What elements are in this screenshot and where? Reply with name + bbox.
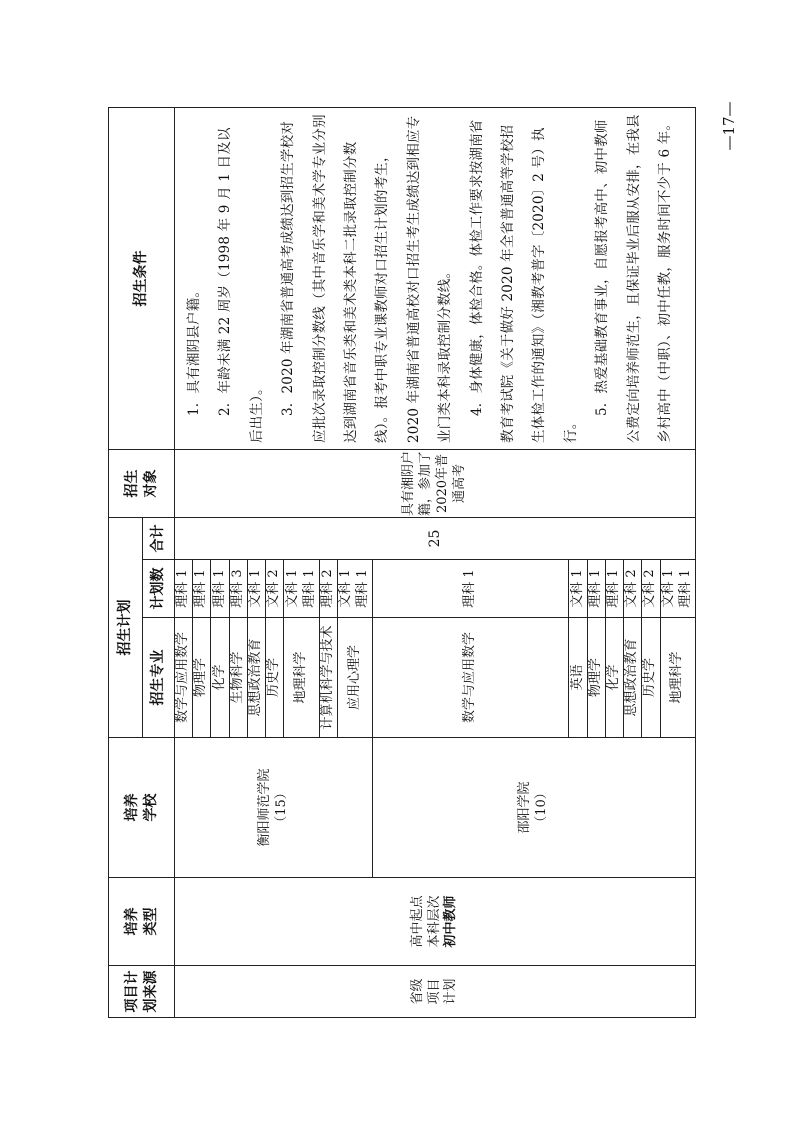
plan-cell: 理科 1 [211,560,229,618]
plan-cell: 文科 1 理科 1 [284,560,319,618]
major-cell: 应用心理学 [337,618,372,738]
header-target: 招生 对象 [109,450,175,518]
header-conditions: 招生条件 [109,108,175,450]
major-cell: 地理科学 [284,618,319,738]
condition-3: 3．2020 年湖南省普通高考成绩达到招生学校对应批次录取控制分数线（其中音乐学和美术学专业分别达到湖南省音乐类和美术类本科二批录取控制分数线）。报考中职专业课教师对口招生计划的考生，2020 年湖南省普通高校对口招生考生成绩达到相应专业门类本科录取控制分数线。 [280,114,454,443]
school-cell-hengyang: 衡阳师范学院 （15） [175,738,373,878]
total-cell: 25 [175,518,696,560]
plan-cell: 理科 1 [373,560,569,618]
major-cell: 化学 [605,618,623,738]
header-total: 合计 [143,518,175,560]
plan-cell: 文科 1 [569,560,587,618]
plan-cell: 理科 3 [229,560,247,618]
enrollment-plan-table [108,107,696,1018]
header-type: 培养 类型 [109,878,175,966]
header-source: 项目计 划来源 [109,966,175,1018]
major-cell: 思想政治教育 [624,618,642,738]
table-row [175,108,193,1018]
header-school: 培养 学校 [109,738,175,878]
major-cell: 思想政治教育 [247,618,265,738]
major-cell: 计算机科学与技术 [319,618,337,738]
header-plan-group: 招生计划 [109,518,143,738]
major-cell: 物理学 [587,618,605,738]
plan-cell: 文科 2 [266,560,284,618]
major-cell: 英语 [569,618,587,738]
major-cell: 历史学 [642,618,660,738]
condition-2: 2．年龄未满 22 周岁（1998 年 9 月 1 日及以后出生）。 [217,127,265,443]
plan-cell: 文科 2 [624,560,642,618]
plan-cell: 理科 1 [587,560,605,618]
school-cell-shaoyang: 邵阳学院 （10） [373,738,696,878]
major-cell: 物理学 [193,618,211,738]
plan-cell: 文科 1 [247,560,265,618]
major-cell: 数学与应用数学 [373,618,569,738]
type-cell: 高中起点 本科层次 初中教师 [175,878,696,966]
source-cell: 省级 项目 计划 [175,966,696,1018]
page-number: —17— [720,101,738,151]
major-cell: 数学与应用数学 [175,618,193,738]
plan-cell: 理科 1 [193,560,211,618]
major-cell: 化学 [211,618,229,738]
plan-cell: 理科 1 [175,560,193,618]
major-cell: 地理科学 [660,618,696,738]
condition-1: 1．具有湘阴县户籍。 [186,283,202,416]
plan-cell: 理科 1 [605,560,623,618]
plan-cell: 文科 1 理科 1 [660,560,696,618]
plan-cell: 文科 2 [642,560,660,618]
condition-5: 5．热爱基础教育事业，自愿报考高中、初中教师公费定向培养师范生，且保证毕业后服从安排，在我县乡村高中（中职）、初中任教，服务时间不少于 6 年。 [594,114,674,443]
target-cell: 具有湘阴户籍，参加了 2020年普 通高考 [175,450,696,518]
major-cell: 生物科学 [229,618,247,738]
conditions-cell [175,108,696,450]
header-major: 招生专业 [143,618,175,738]
plan-cell: 文科 1 理科 1 [337,560,372,618]
header-count: 计划数 [143,560,175,618]
condition-4: 4．身体健康，体检合格。体检工作要求按湖南省教育考试院《关于做好 2020 年全省普通高等学校招生体检工作的通知》（湘教考普字〔2020〕2 号）执行。 [468,119,579,443]
major-cell: 历史学 [266,618,284,738]
plan-cell: 理科 2 [319,560,337,618]
rotated-table-wrapper [108,108,696,1018]
